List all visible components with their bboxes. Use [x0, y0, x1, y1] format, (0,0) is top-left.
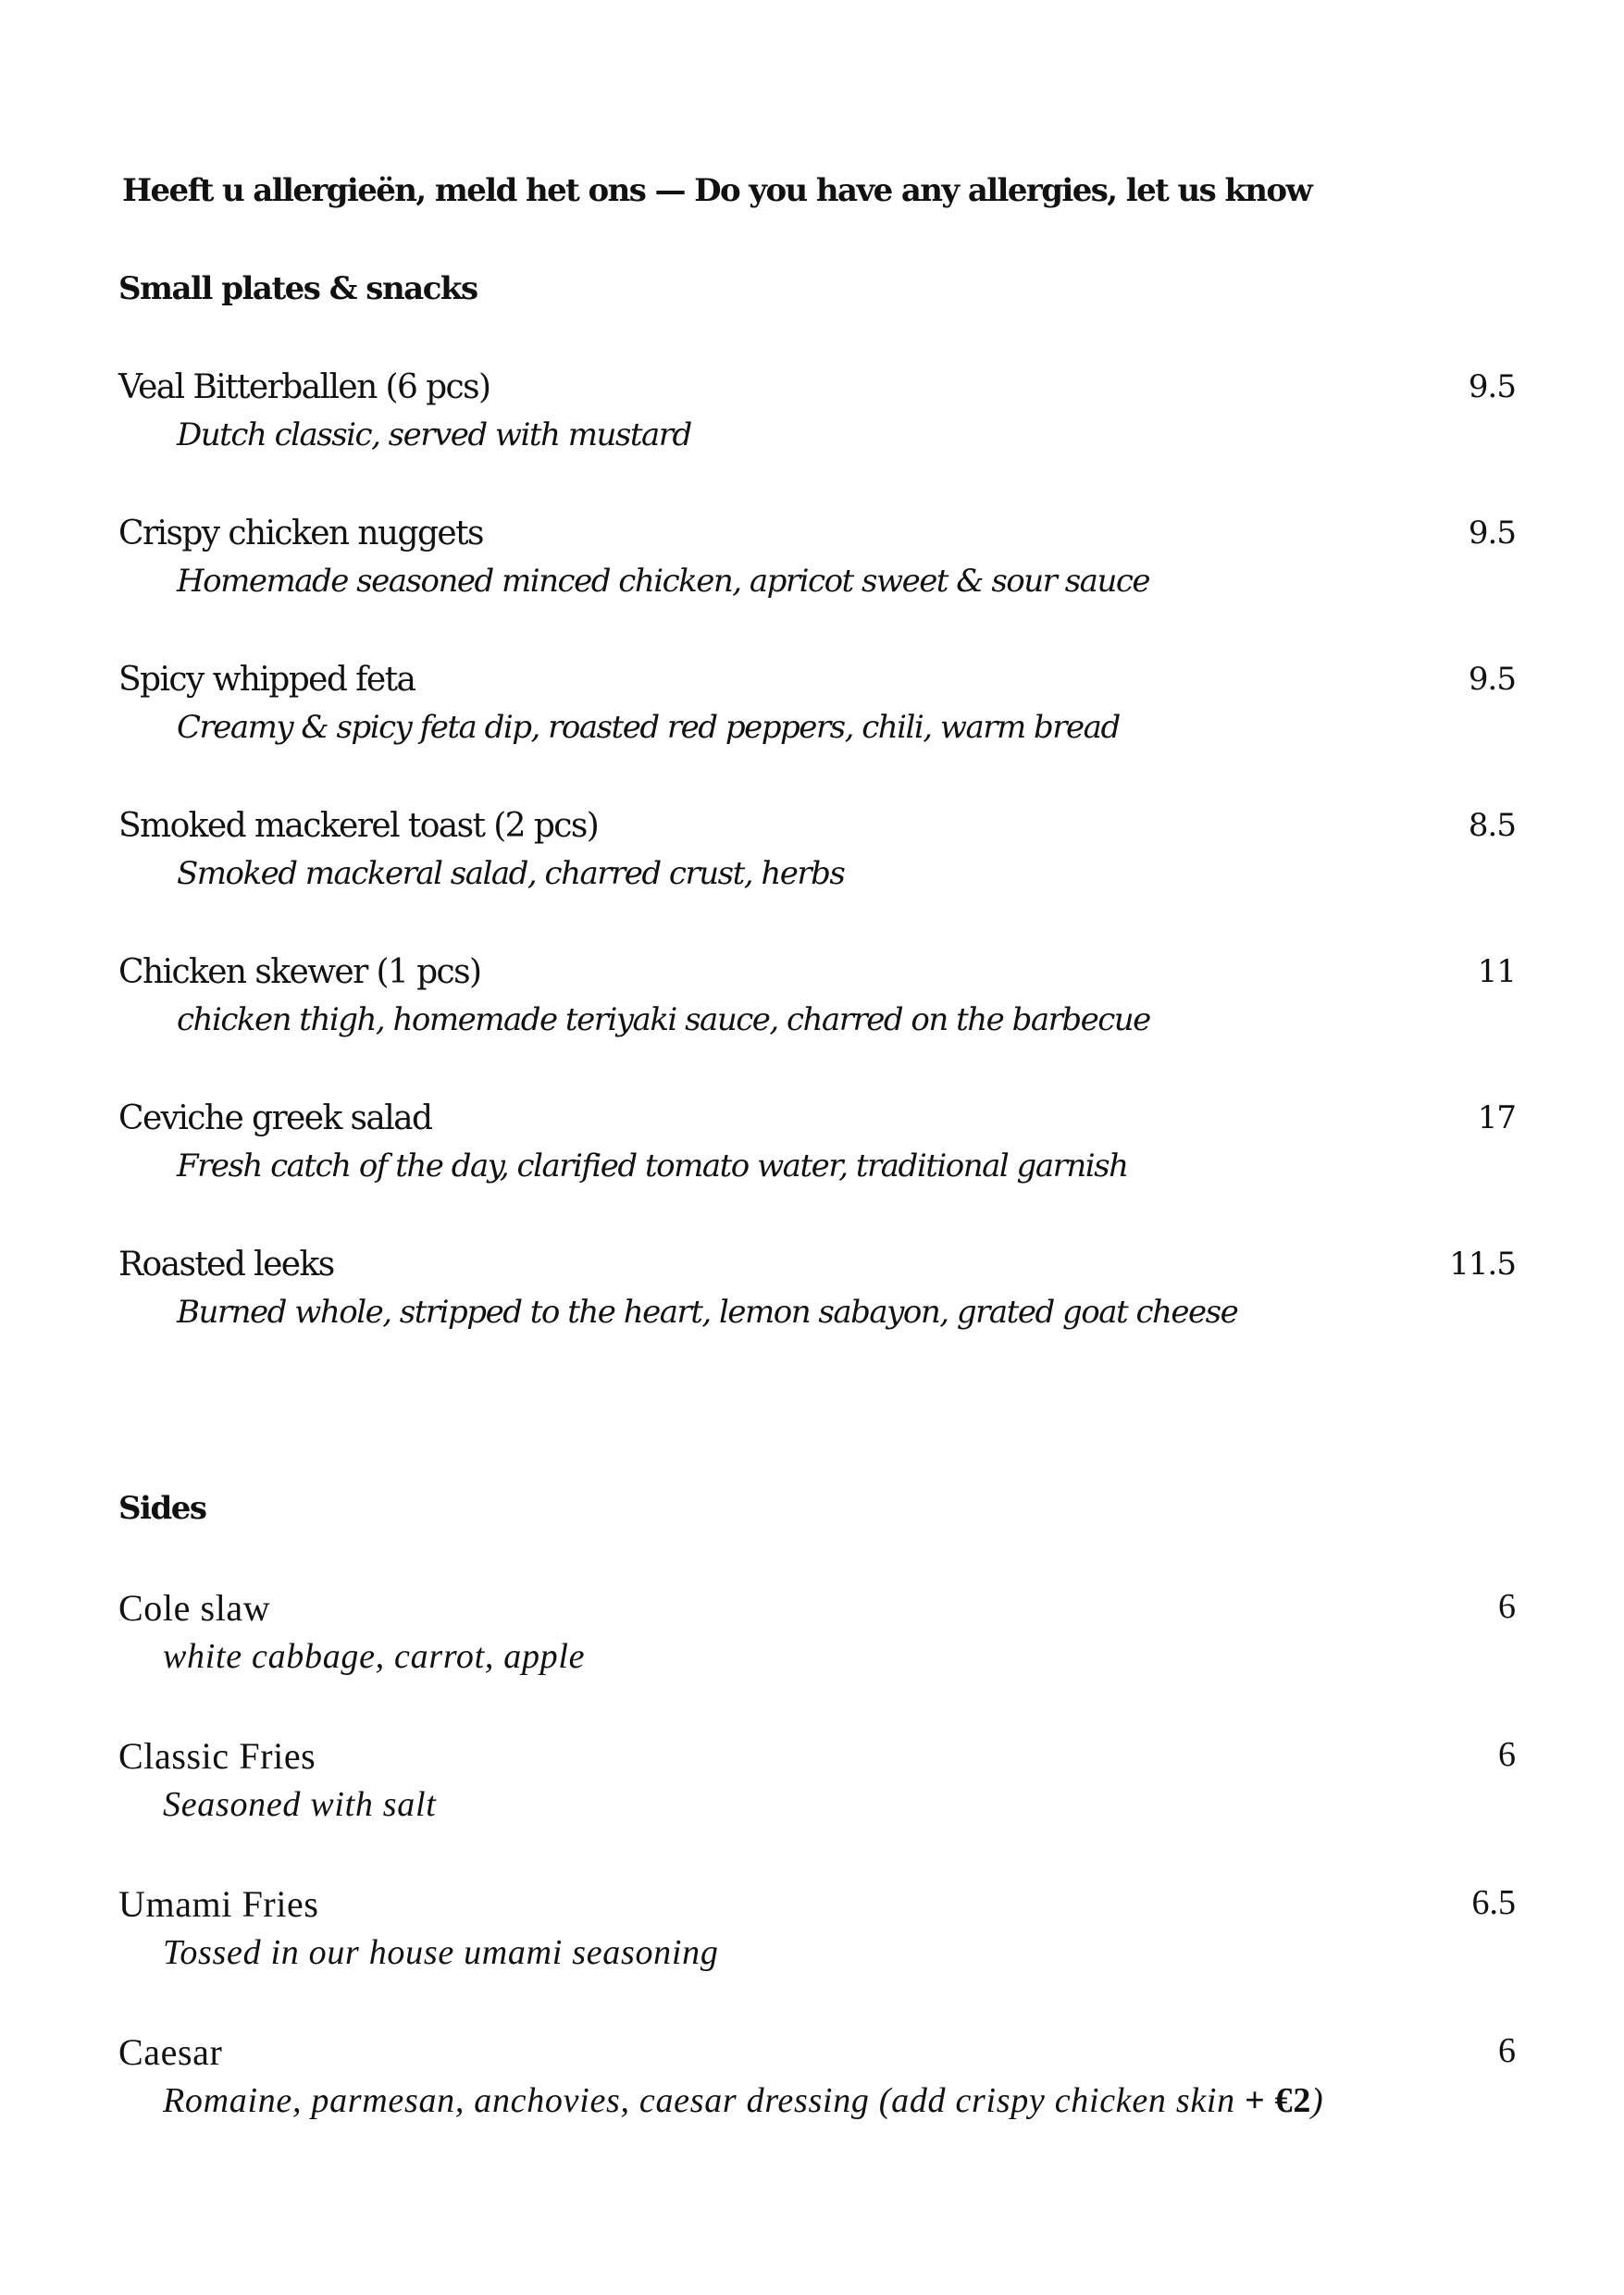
item-name: Classic Fries	[118, 1735, 316, 1777]
item-price: 9.5	[1468, 515, 1516, 552]
item-description: Homemade seasoned minced chicken, apricot sweet & sour sauce	[177, 563, 1150, 600]
item-description: chicken thigh, homemade teriyaki sauce, charred on the barbecue	[177, 1001, 1150, 1038]
item-name: Spicy whipped feta	[118, 661, 415, 699]
item-name: Crispy chicken nuggets	[118, 515, 483, 552]
item-description: Dutch classic, served with mustard	[177, 416, 691, 453]
item-name: Ceviche greek salad	[118, 1099, 432, 1137]
section-title-sides: Sides	[118, 1490, 206, 1527]
item-name: Veal Bitterballen (6 pcs)	[118, 368, 490, 406]
item-description: Fresh catch of the day, clarified tomato water, traditional garnish	[177, 1148, 1128, 1185]
item-description-text: Romaine, parmesan, anchovies, caesar dressing (add crispy chicken skin	[163, 2081, 1246, 2120]
item-name: Cole slaw	[118, 1587, 271, 1629]
item-price: 6	[1498, 2031, 1516, 2070]
item-price: 11.5	[1449, 1246, 1516, 1283]
item-description	[163, 2080, 1323, 2121]
item-price: 9.5	[1468, 368, 1516, 405]
item-price: 6	[1498, 1735, 1516, 1774]
item-price: 9.5	[1468, 661, 1516, 698]
item-name: Roasted leeks	[118, 1246, 334, 1284]
item-name: Caesar	[118, 2031, 223, 2073]
item-name: Smoked mackerel toast (2 pcs)	[118, 807, 599, 845]
item-name: Umami Fries	[118, 1883, 319, 1925]
item-price: 6	[1498, 1587, 1516, 1626]
item-name: Chicken skewer (1 pcs)	[118, 953, 481, 991]
item-description: Seasoned with salt	[163, 1785, 437, 1824]
item-description-end: )	[1311, 2081, 1324, 2120]
item-price: 8.5	[1468, 807, 1516, 844]
item-description: Smoked mackeral salad, charred crust, herbs	[177, 855, 845, 892]
item-description: Burned whole, stripped to the heart, lemon sabayon, grated goat cheese	[177, 1294, 1238, 1331]
item-description: white cabbage, carrot, apple	[163, 1637, 586, 1676]
item-price: 17	[1477, 1099, 1516, 1136]
item-price: 6.5	[1471, 1883, 1516, 1922]
allergy-notice: Heeft u allergieën, meld het ons — Do you have any allergies, let us know	[122, 172, 1312, 209]
item-price: 11	[1477, 953, 1516, 990]
item-description: Tossed in our house umami seasoning	[163, 1933, 719, 1972]
section-title-small-plates: Small plates & snacks	[118, 270, 477, 307]
item-description-addon-price: + €2	[1245, 2081, 1312, 2120]
item-description: Creamy & spicy feta dip, roasted red peppers, chili, warm bread	[177, 709, 1120, 746]
